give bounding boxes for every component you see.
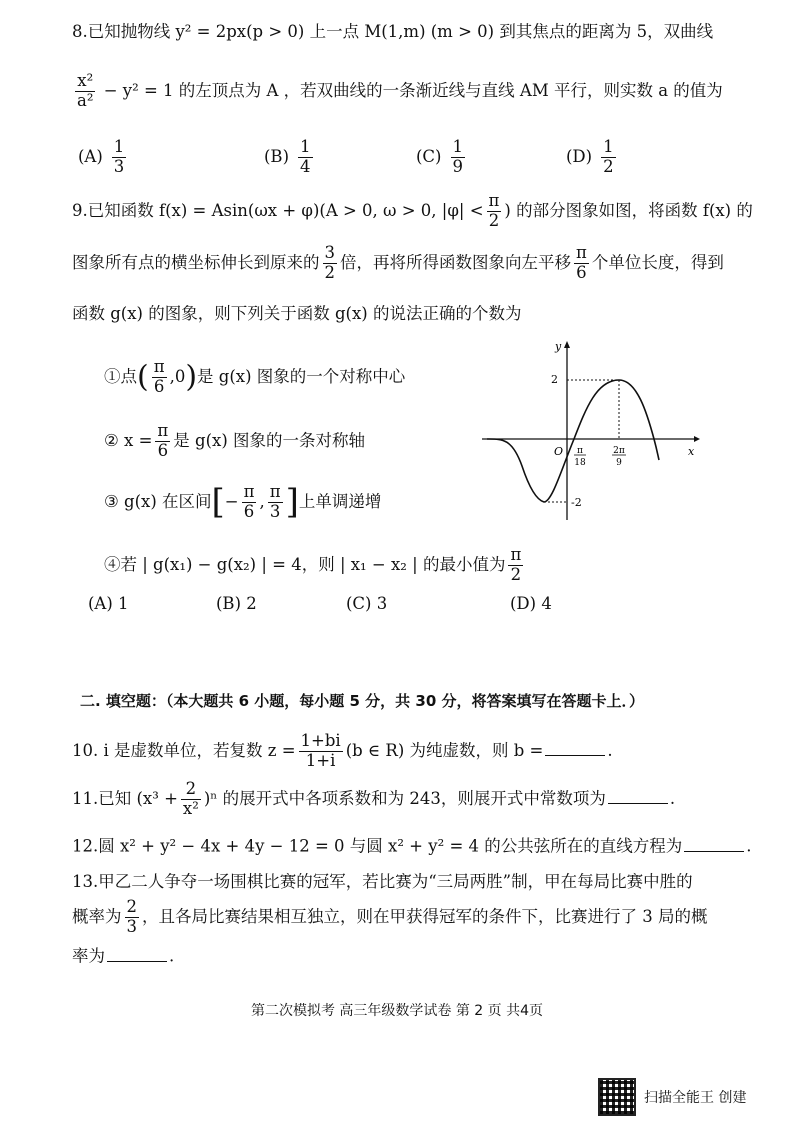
q8-line1 [72,22,754,42]
q13-line3: 率为 . [72,944,754,966]
y-max-label: 2 [551,373,558,386]
q9-option-a: (A) 1 [88,594,129,613]
scanner-watermark [598,1078,746,1116]
origin-label: O [554,445,564,458]
q12-answer-blank[interactable] [684,834,744,852]
q9-option-b: (B) 2 [216,594,257,613]
q8-option-c: (C) $\frac{1}{9}$ [416,137,463,176]
q8-option-b: (B) $\frac{1}{4}$ [264,137,311,176]
q8-stem-text: 8.已知抛物线 y² = 2px(p > 0) 上一点 M(1,m) (m > 0) 到其焦点的距离为 5，双曲线 [72,22,714,41]
y-min-label: -2 [571,496,582,509]
q8-fraction: $\frac{\text{x²}}{\text{a²}}$ [77,71,94,110]
q13-answer-blank[interactable] [107,944,167,962]
q11-answer-blank[interactable] [608,786,668,804]
q9-statement-1: ①点( $\frac{\pi}{6}$ ,0)是 g(x) 图象的一个对称中心 [104,357,406,396]
y-axis-arrow-icon [564,341,570,348]
q8-line2 [72,72,754,111]
x-axis-label: x [688,445,695,458]
tick-2pi-9-den: 9 [616,458,622,468]
q10-answer-blank[interactable] [545,738,605,756]
q13-line2: 概率为 $\frac{2}{3}$ ，且各局比赛结果相互独立，则在甲获得冠军的条件下，比赛进行了 3 局的概 [72,897,708,936]
page-footer: 第二次模拟考 高三年级数学试卷 第 2 页 共4页 [250,1003,544,1019]
q9-line1: 9.已知函数 f(x) = Asin(ωx + φ)(A > 0, ω > 0, |φ| < $\frac{\pi}{2}$ ) 的部分图象如图，将函数 f(x) 的 [72,191,753,230]
scanner-label: 扫描全能王 创建 [644,1090,747,1106]
q9-statement-3: ③ g(x) 在区间[− $\frac{\pi}{6}$ , $\frac{\pi}{3}$ ]上单调递增 [104,481,382,522]
q9-line2: 图象所有点的横坐标伸长到原来的 $\frac{3}{2}$ 倍，再将所得函数图象向左平移 $\frac{\pi}{6}$ 个单位长度，得到 [72,243,724,282]
q8-stem-text-2: − y² = 1 的左顶点为 A ，若双曲线的一条渐近线与直线 AM 平行，则实数 a 的值为 [103,80,723,100]
q9-statement-4: ④若 | g(x₁) − g(x₂) | = 4，则 | x₁ − x₂ | 的最小值为 $\frac{\pi}{2}$ [104,545,522,584]
y-axis-label: y [555,340,562,353]
x-axis-arrow-icon [694,436,700,442]
tick-2pi-9-num: 2π [613,446,625,456]
q12: 12.圆 x² + y² − 4x + 4y − 12 = 0 与圆 x² + y² = 4 的公共弦所在的直线方程为 . [72,834,754,856]
q11: 11.已知 (x³ + $\frac{2}{\text{x²}}$ )ⁿ 的展开式中各项系数和为 243，则展开式中常数项为 . [72,779,676,818]
q9-line3: 函数 g(x) 的图象，则下列关于函数 g(x) 的说法正确的个数为 [72,304,522,323]
q13-line1: 13.甲乙二人争夺一场围棋比赛的冠军，若比赛为“三局两胜”制，甲在每局比赛中胜的 [72,872,693,891]
sine-curve [487,380,659,502]
q10: 10. i 是虚数单位，若复数 z = $\frac{1+bi}{1+i}$ (b ∈ R) 为纯虚数，则 b = . [72,731,613,770]
tick-pi-18-den: 18 [574,458,586,468]
tick-pi-18-num: π [577,446,583,456]
q9-sine-graph [482,338,702,523]
q9-option-d: (D) 4 [510,594,552,613]
q9-statement-2: ② x = $\frac{\pi}{6}$ 是 g(x) 图象的一条对称轴 [104,421,366,460]
q8-option-a: (A) $\frac{1}{3}$ [78,137,125,176]
q8-option-d: (D) $\frac{1}{2}$ [566,137,614,176]
section-heading: 二. 填空题：（本大题共 6 小题，每小题 5 分，共 30 分，将答案填写在答题卡上．） [80,692,645,710]
q9-option-c: (C) 3 [346,594,388,613]
qr-code-icon [598,1078,636,1116]
